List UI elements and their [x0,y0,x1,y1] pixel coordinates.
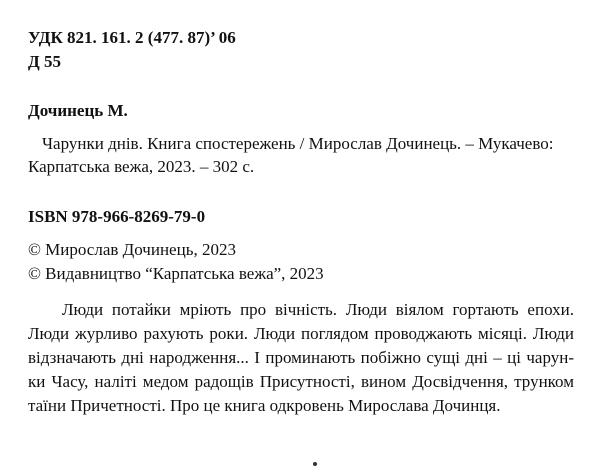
copyright-publisher: © Видавництво “Карпатська вежа”, 2023 [28,264,324,283]
bibliographic-description-line-2: Карпатська вежа, 2023. – 302 с. [28,157,255,176]
author-heading: Дочинець М. [28,101,128,120]
copyright-author: © Мирослав Дочинець, 2023 [28,240,236,259]
annotation-line: відзначають дні народження... І проминають побіжно сущі дні – ці чарун- [28,348,574,367]
bbk-code: Д 55 [28,52,61,71]
isbn: ISBN 978-966-8269-79-0 [28,207,206,226]
annotation-line: ки Часу, наліті медом радощів Присутності, вином Досвідчення, трунком [28,372,574,391]
annotation-paragraph [28,298,574,418]
print-speck [313,462,317,466]
bibliographic-description-line-1: Чарунки днів. Книга спостережень / Мирослав Дочинець. – Мукачево: [42,134,554,153]
annotation-line: Люди потайки мріють про вічність. Люди віялом гортають епохи. [62,300,574,319]
annotation-line: Люди журливо рахують роки. Люди поглядом проводжають місяці. Люди [28,324,574,343]
udc-code: УДК 821. 161. 2 (477. 87)’ 06 [28,28,236,47]
annotation-line: таїни Причетності. Про це книга одкровень Мирослава Дочинця. [28,396,501,415]
